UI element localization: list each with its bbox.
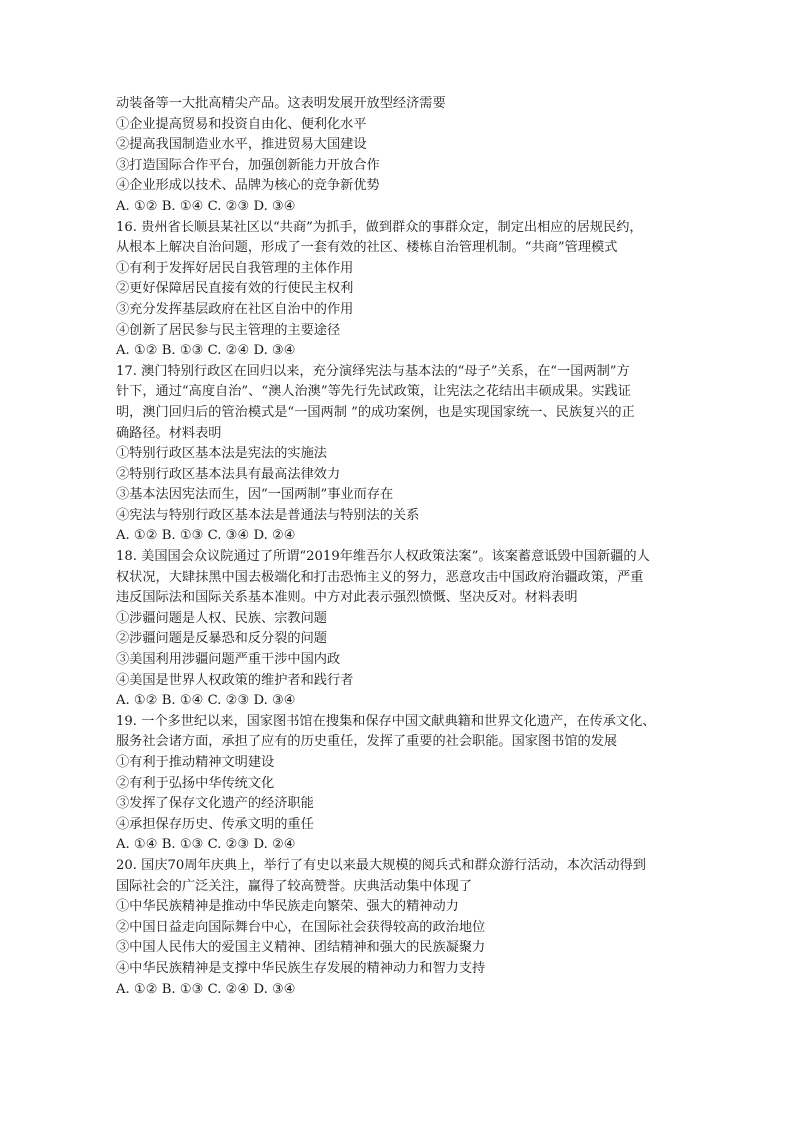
question-stem-line: 16. 贵州省长顺县某社区以“共商”为抓手，做到群众的事群众定，制定出相应的居规民约， [116, 219, 643, 235]
question-stem-line: 17. 澳门特别行政区在回归以来，充分演绎宪法与基本法的“母子”关系，在“一国两制”方 [116, 363, 630, 379]
choice-item-3: ③中国人民伟大的爱国主义精神、团结精神和强大的民族凝聚力 [116, 940, 486, 956]
choice-item-3: ③充分发挥基层政府在社区自治中的作用 [116, 301, 354, 317]
choice-item-4: ④中华民族精神是支撑中华民族生存发展的精神动力和智力支持 [116, 960, 486, 976]
question-stem-line: 国际社会的广泛关注，赢得了较高赞誉。庆典活动集中体现了 [116, 878, 473, 894]
choice-item-1: ①企业提高贸易和投资自由化、便利化水平 [116, 116, 367, 132]
answer-options: A. ①② B. ①③ C. ②④ D. ③④ [116, 343, 296, 359]
question-20 [116, 856, 682, 1000]
question-19 [116, 712, 682, 856]
answer-options: A. ①② B. ①④ C. ②③ D. ③④ [116, 693, 296, 709]
question-stem-line: 19. 一个多世纪以来，国家图书馆在搜集和保存中国文献典籍和世界文化遗产，在传承文化、 [116, 713, 656, 729]
question-stem-line: 动装备等一大批高精尖产品。这表明发展开放型经济需要 [116, 96, 446, 111]
question-stem-line: 20. 国庆70周年庆典上，举行了有史以来最大规模的阅兵式和群众游行活动，本次活动得到 [116, 857, 646, 873]
choice-item-3: ③发挥了保存文化遗产的经济职能 [116, 796, 314, 812]
choice-item-3: ③打造国际合作平台，加强创新能力开放合作 [116, 157, 380, 173]
choice-item-4: ④承担保存历史、传承文明的重任 [116, 816, 314, 832]
choice-item-4: ④宪法与特别行政区基本法是普通法与特别法的关系 [116, 507, 420, 523]
choice-item-2: ②中国日益走向国际舞台中心，在国际社会获得较高的政治地位 [116, 919, 486, 935]
choice-item-4: ④美国是世界人权政策的维护者和践行者 [116, 672, 354, 688]
choice-item-2: ②涉疆问题是反暴恐和反分裂的问题 [116, 631, 327, 647]
question-stem-line: 违反国际法和国际关系基本准则。中方对此表示强烈愤慨、坚决反对。材料表明 [116, 590, 578, 606]
choice-item-1: ①涉疆问题是人权、民族、宗教问题 [116, 610, 327, 626]
question-stem-line: 从根本上解决自治问题，形成了一套有效的社区、楼栋自治管理机制。“共商”管理模式 [116, 240, 618, 256]
answer-options: A. ①④ B. ①③ C. ②③ D. ②④ [116, 837, 296, 853]
question-content [116, 94, 682, 1000]
question-stem-line: 明，澳门回归后的管治模式是“一国两制 ”的成功案例，也是实现国家统一、民族复兴的正 [116, 404, 635, 420]
choice-item-3: ③基本法因宪法而生，因“一国两制”事业而存在 [116, 487, 394, 503]
choice-item-3: ③美国利用涉疆问题严重干涉中国内政 [116, 652, 341, 668]
answer-options: A. ①② B. ①④ C. ②③ D. ③④ [116, 198, 296, 214]
question-stem-line: 服务社会诸方面，承担了应有的历史重任，发挥了重要的社会职能。国家图书馆的发展 [116, 734, 618, 750]
choice-item-1: ①特别行政区基本法是宪法的实施法 [116, 446, 327, 462]
question-stem-line: 针下，通过“高度自治”、“澳人治澳”等先行先试政策，让宪法之花结出丰硕成果。实践证 [116, 384, 631, 400]
choice-item-2: ②有利于弘扬中华传统文化 [116, 775, 275, 791]
question-stem-line: 18. 美国国会众议院通过了所谓“2019年维吾尔人权政策法案”。该案蓄意诋毁中国新疆的人 [116, 549, 650, 565]
question-stem-line: 确路径。材料表明 [116, 425, 222, 441]
choice-item-2: ②提高我国制造业水平，推进贸易大国建设 [116, 137, 367, 153]
choice-item-1: ①中华民族精神是推动中华民族走向繁荣、强大的精神动力 [116, 899, 459, 915]
choice-item-2: ②特别行政区基本法具有最高法律效力 [116, 466, 341, 482]
answer-options: A. ①② B. ①③ C. ②④ D. ③④ [116, 981, 296, 997]
question-15-continuation [116, 94, 682, 218]
choice-item-2: ②更好保障居民直接有效的行使民主权利 [116, 281, 354, 297]
question-17 [116, 362, 682, 547]
answer-options: A. ①② B. ①③ C. ③④ D. ②④ [116, 528, 296, 544]
question-16 [116, 218, 682, 362]
question-stem-line: 权状况，大肆抹黑中国去极端化和打击恐怖主义的努力，恶意攻击中国政府治疆政策，严重 [116, 569, 644, 585]
choice-item-4: ④企业形成以技术、品牌为核心的竞争新优势 [116, 178, 380, 194]
choice-item-1: ①有利于发挥好居民自我管理的主体作用 [116, 260, 354, 276]
choice-item-4: ④创新了居民参与民主管理的主要途径 [116, 322, 341, 338]
choice-item-1: ①有利于推动精神文明建设 [116, 755, 275, 770]
question-18 [116, 547, 682, 712]
